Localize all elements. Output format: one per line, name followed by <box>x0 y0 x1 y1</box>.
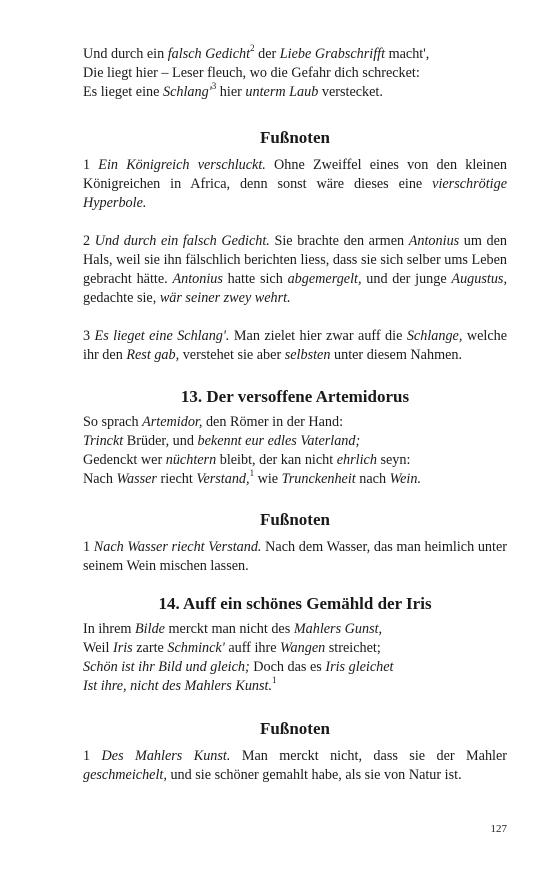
footnote-2: 2 Und durch ein falsch Gedicht. Sie brachte den armen Antonius um den Hals, weil sie ihn fälschlich berichten liess, dass sie sich selber ums Leben gebracht hätte. Antonius hatte sich abgemergelt, und der junge Augustus, gedachte sie, wär seiner zwey wehrt. <box>83 233 508 306</box>
section-13-title: 13. Der versoffene Artemidorus <box>180 387 410 406</box>
footnote-1: 1 Ein Königreich verschluckt. Ohne Zweiffel eines von den kleinen Königreichen in Africa, denn sonst wäre dieses eine vierschrötige Hyperbole. <box>83 157 507 211</box>
poem-continuation <box>83 45 507 102</box>
footnotes-heading: Fußnoten <box>260 128 330 147</box>
section-14-title: 14. Auff ein schönes Gemähld der Iris <box>158 594 432 613</box>
verse-line: Schön ist ihr Bild und gleich; Doch das es Iris gleichet <box>83 659 394 675</box>
poem-14 <box>83 620 507 696</box>
verse-line: Ist ihre, nicht des Mahlers Kunst.$^1$ <box>83 675 277 694</box>
footnote-1: 1 Nach Wasser riecht Verstand. Nach dem Wasser, das man heimlich unter seinem Wein mischen lassen. <box>83 539 507 574</box>
verse-line: In ihrem Bilde merckt man nicht des Mahlers Gunst, <box>83 621 383 637</box>
page-content <box>83 45 507 785</box>
footnote-ref: 2 <box>250 43 255 54</box>
verse-line: Trinckt Brüder, und bekennt eur edles Vaterland; <box>83 433 361 449</box>
footnote-3: 3 Es lieget eine Schlang'. Man zielet hier zwar auff die Schlange, welche ihr den Rest gab, verstehet sie aber selbsten unter diesem Nahmen. <box>83 328 508 363</box>
verse-line: Die liegt hier – Leser fleuch, wo die Gefahr dich schrecket: <box>83 65 420 81</box>
verse-line: Weil Iris zarte Schminck' auff ihre Wangen streichet; <box>83 640 381 656</box>
footnote-1: 1 Des Mahlers Kunst. Man merckt nicht, dass sie der Mahler geschmeichelt, und sie schöner gemahlt habe, als sie von Natur ist. <box>83 748 508 783</box>
footnotes-heading: Fußnoten <box>260 510 330 529</box>
poem-13 <box>83 413 507 489</box>
verse-line: Gedenckt wer nüchtern bleibt, der kan nicht ehrlich seyn: <box>83 452 411 468</box>
page-number: 127 <box>490 823 507 835</box>
footnote-ref: 3 <box>211 81 217 92</box>
verse-line: Nach Wasser riecht Verstand,$^1$ wie Trunckenheit nach Wein. <box>83 468 422 487</box>
verse-line: So sprach Artemidor, den Römer in der Hand: <box>83 414 344 430</box>
footnote-ref: 1 <box>249 468 255 479</box>
footnotes-heading: Fußnoten <box>260 719 330 738</box>
footnote-ref: 1 <box>272 675 277 686</box>
verse-line: Und durch ein falsch Gedicht$^2$ der Liebe Grabschrifft macht', <box>83 43 430 62</box>
verse-line: Es lieget eine $Schlang'^3$ hier unterm Laub verstecket. <box>83 81 383 100</box>
